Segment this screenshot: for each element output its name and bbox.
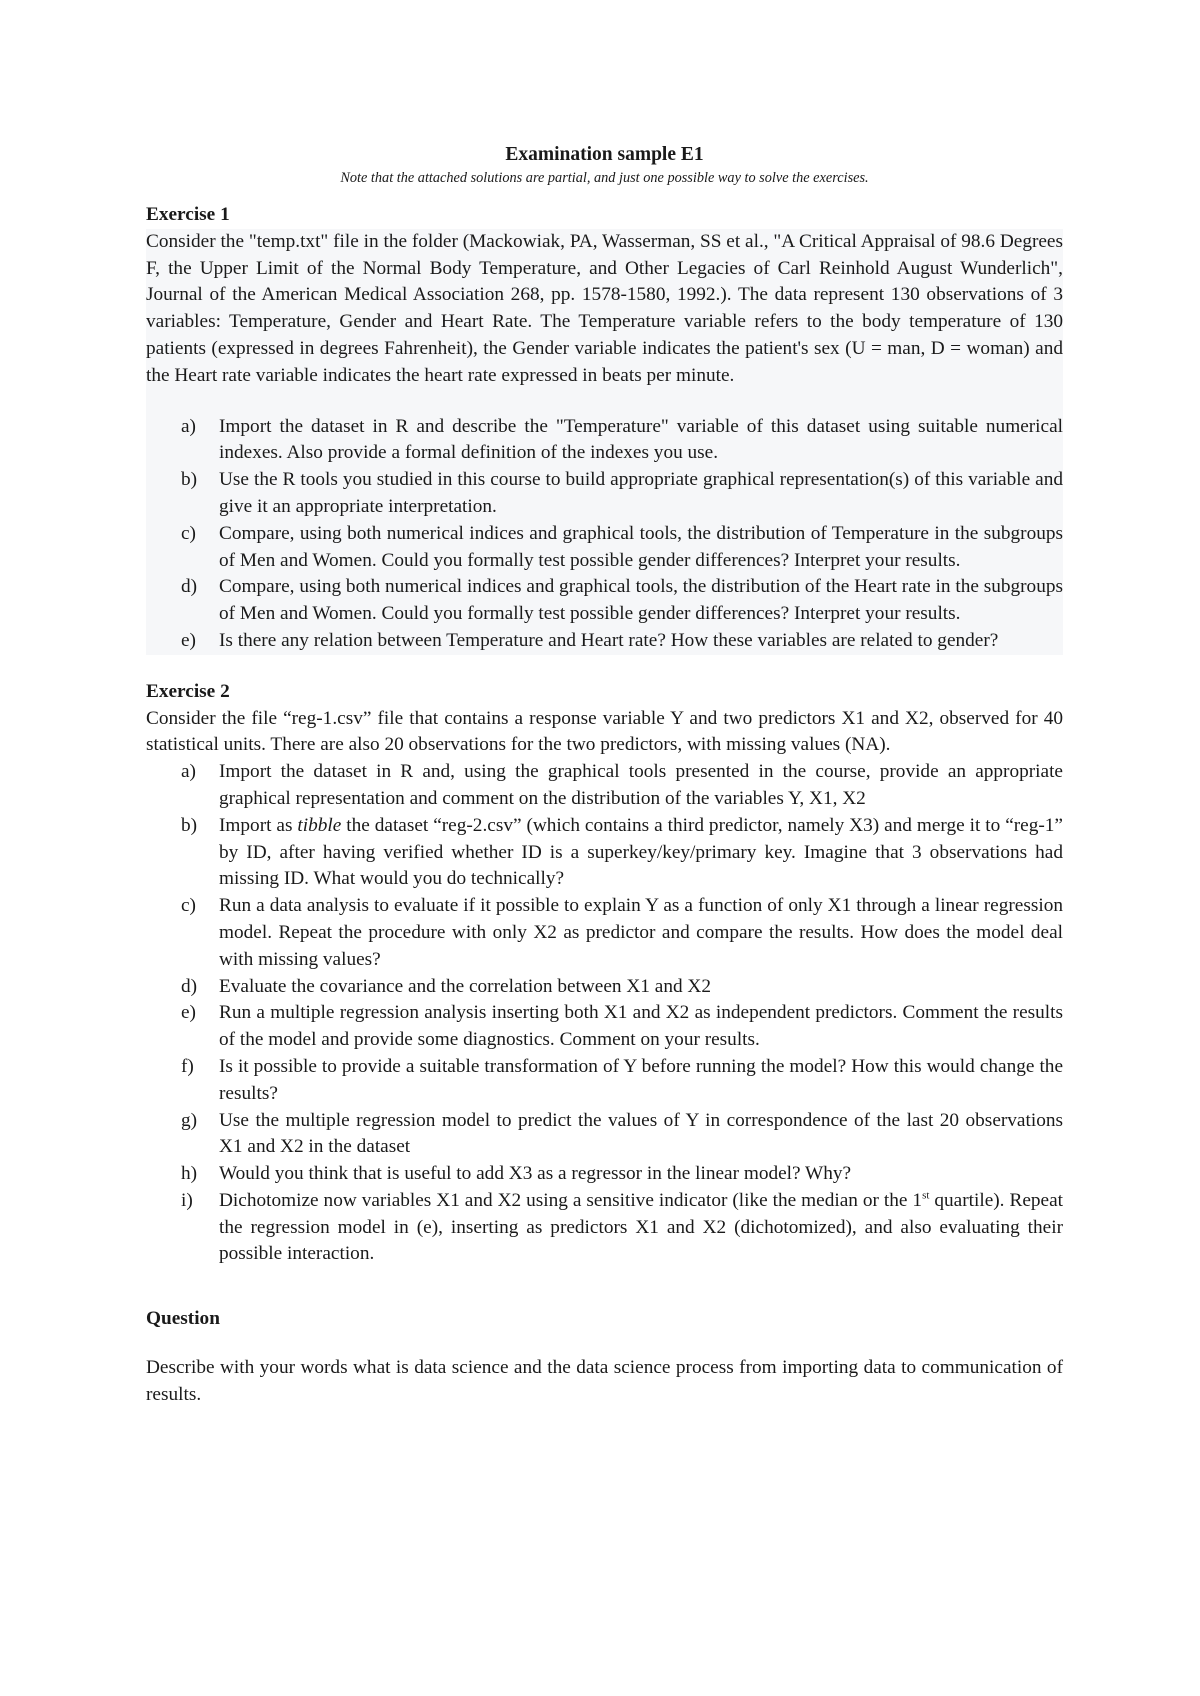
item-text: Import the dataset in R and, using the graphical tools presented in the course, provide an appropriate graphical representation and comment on the distribution of the variables Y, X1, X2 <box>219 761 1063 809</box>
item-label: b) <box>181 814 198 836</box>
item-label: d) <box>181 975 198 997</box>
item-text: Evaluate the covariance and the correlation between X1 and X2 <box>219 975 711 997</box>
item-label: a) <box>181 761 196 783</box>
item-text <box>219 813 1063 893</box>
list-item <box>146 813 1063 893</box>
list-item <box>146 893 1063 973</box>
item-label: b) <box>181 469 198 491</box>
list-item <box>146 1188 1063 1268</box>
item-text: Run a multiple regression analysis inserting both X1 and X2 as independent predictors. Comment the results of the model and provide some diagnostics. Comment on your results. <box>219 1002 1063 1051</box>
item-label: e) <box>181 629 196 651</box>
item-label: a) <box>181 415 196 437</box>
exercise-1-heading: Exercise 1 <box>146 204 230 225</box>
item-label: c) <box>181 522 196 544</box>
exercise-2-heading: Exercise 2 <box>146 680 230 702</box>
solutions-note: Note that the attached solutions are partial, and just one possible way to solve the exercises. <box>340 170 869 186</box>
tibble-term: tibble <box>297 814 342 836</box>
item-text: Would you think that is useful to add X3 as a regressor in the linear model? Why? <box>219 1163 852 1185</box>
list-item <box>146 1000 1063 1054</box>
exercise-2-intro: Consider the file “reg-1.csv” file that contains a response variable Y and two predictors X1 and X2, observed for 40 statistical units. There are also 20 observations for the two predictors, with missing values (NA). <box>146 707 1063 756</box>
item-label: h) <box>181 1163 198 1185</box>
page-title: Examination sample E1 <box>505 144 704 165</box>
list-item <box>146 1054 1063 1108</box>
item-label: d) <box>181 576 198 598</box>
item-text: Is there any relation between Temperature and Heart rate? How these variables are related to gender? <box>219 629 999 651</box>
list-item <box>146 628 1063 655</box>
list-item <box>146 1108 1063 1162</box>
question-text: Describe with your words what is data science and the data science process from importing data to communication of results. <box>146 1357 1063 1405</box>
exercise-2-list <box>146 759 1063 1268</box>
item-label: f) <box>181 1055 194 1077</box>
item-text: Import the dataset in R and describe the "Temperature" variable of this dataset using suitable numerical indexes. Also provide a formal definition of the indexes you use. <box>219 415 1063 464</box>
item-text-lead: Import as <box>219 814 298 836</box>
list-item <box>146 759 1063 813</box>
ordinal-suffix: st <box>922 1189 930 1202</box>
item-label: g) <box>181 1109 198 1131</box>
item-text: Is it possible to provide a suitable transformation of Y before running the model? How this would change the results? <box>219 1055 1063 1104</box>
exercise-1-intro: Consider the "temp.txt" file in the folder (Mackowiak, PA, Wasserman, SS et al., "A Critical Appraisal of 98.6 Degrees F, the Upper Limit of the Normal Body Temperature, and Other Legacies of Carl Reinhold August Wunderlich", Journal of the American Medical Association 268, pp. 1578-1580, 1992.). The data represent 130 observations of 3 variables: Temperature, Gender and Heart Rate. The Temperature variable refers to the body temperature of 130 patients (expressed in degrees Fahrenheit), the Gender variable indicates the patient's sex (U = man, D = woman) and the Heart rate variable indicates the heart rate expressed in beats per minute. <box>146 230 1063 386</box>
item-text-lead: Dichotomize now variables X1 and X2 using a sensitive indicator (like the median or the 1 <box>219 1189 923 1211</box>
item-text: Run a data analysis to evaluate if it possible to explain Y as a function of only X1 through a linear regression model. Repeat the procedure with only X2 as predictor and compare the results. How does the model deal with missing values? <box>219 895 1063 970</box>
item-label: e) <box>181 1002 196 1024</box>
list-item <box>146 521 1063 575</box>
list-item <box>146 574 1063 628</box>
item-label: c) <box>181 895 196 917</box>
exercise-1-list <box>146 414 1063 655</box>
list-item <box>146 1161 1063 1188</box>
item-text-rest: quartile). Repeat the regression model in (e), inserting as predictors X1 and X2 (dichotomized), and also evaluating their possible interaction. <box>219 1189 1063 1265</box>
item-text <box>219 1188 1063 1268</box>
item-text: Compare, using both numerical indices and graphical tools, the distribution of the Heart rate in the subgroups of Men and Women. Could you formally test possible gender differences? Interpret your results. <box>219 576 1063 625</box>
item-text: Compare, using both numerical indices and graphical tools, the distribution of Temperature in the subgroups of Men and Women. Could you formally test possible gender differences? Interpret your results. <box>219 522 1063 571</box>
exercise-1-block <box>146 229 1063 655</box>
item-label: i) <box>181 1189 193 1211</box>
item-text: Use the R tools you studied in this course to build appropriate graphical representation(s) of this variable and give it an appropriate interpretation. <box>219 469 1063 517</box>
list-item <box>146 974 1063 1001</box>
document-body <box>146 142 1063 1409</box>
list-item <box>146 467 1063 521</box>
list-item <box>146 414 1063 468</box>
question-heading: Question <box>146 1308 220 1330</box>
item-text-rest: the dataset “reg-2.csv” (which contains a third predictor, namely X3) and merge it to “reg-1” by ID, after having verified whether ID is a superkey/key/primary key. Imagine that 3 observations had missing ID. What would you do technically? <box>219 814 1063 890</box>
item-text: Use the multiple regression model to predict the values of Y in correspondence of the last 20 observations X1 and X2 in the dataset <box>219 1109 1063 1158</box>
